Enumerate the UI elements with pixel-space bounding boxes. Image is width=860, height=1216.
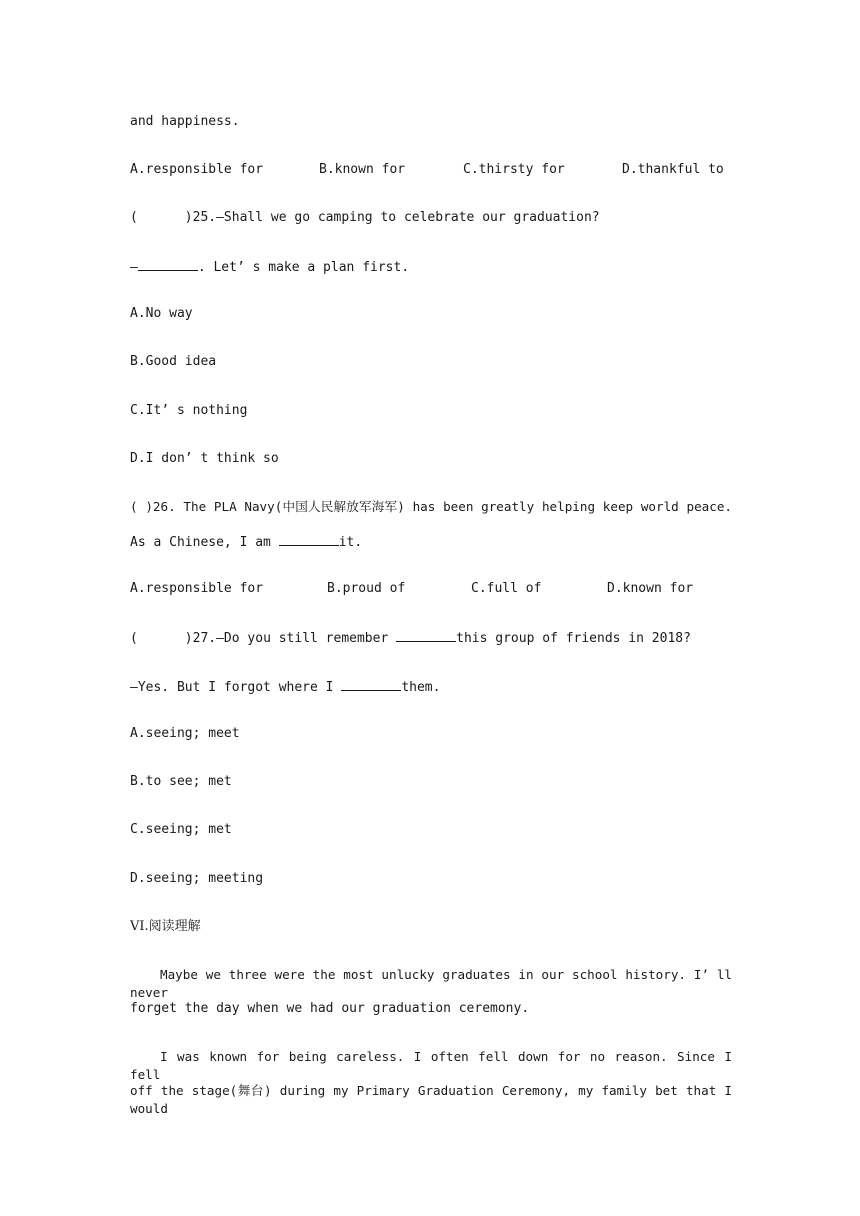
q27-option-b: B.to see; met	[130, 774, 232, 789]
q24-option-a: A.responsible for	[130, 162, 264, 177]
q26-option-a: A.responsible for	[130, 581, 264, 596]
q27-line1-prefix: 27.—Do you still remember	[192, 631, 397, 646]
q25-option-d: D.I don’ t think so	[130, 451, 279, 466]
q27-line1-suffix: this group of friends in 2018?	[456, 631, 691, 646]
passage-p1-line1: Maybe we three were the most unlucky graduates in our school history. I’ ll never	[130, 967, 732, 1000]
q24-option-c: C.thirsty for	[463, 162, 565, 177]
q27-blank-1	[396, 628, 456, 642]
q27-line2-prefix: —Yes. But I forgot where I	[130, 680, 342, 695]
q25-answer-prefix: —	[130, 260, 138, 275]
q27-question-line1	[130, 628, 691, 648]
q26-option-d: D.known for	[607, 581, 694, 596]
q27-option-d: D.seeing; meeting	[130, 871, 264, 886]
q25-option-b: B.Good idea	[130, 354, 217, 369]
q25-option-c: C.It’ s nothing	[130, 403, 248, 418]
q25-question	[130, 209, 600, 227]
q26-paren: ( )	[130, 499, 153, 514]
q25-question-text: 25.—Shall we go camping to celebrate our graduation?	[192, 210, 600, 225]
q25-paren: ( )	[130, 210, 193, 225]
section-heading: VI.阅读理解	[130, 919, 201, 934]
q26-question-line2	[130, 532, 362, 552]
passage-p1-line2: forget the day when we had our graduation ceremony.	[130, 1001, 530, 1016]
q27-blank-2	[341, 677, 401, 691]
q26-line2-prefix: As a Chinese, I am	[130, 535, 279, 550]
q25-answer-line	[130, 257, 409, 277]
passage-p2-line1: I was known for being careless. I often fell down for no reason. Since I fell	[130, 1049, 732, 1082]
q24-option-b: B.known for	[319, 162, 406, 177]
q27-option-a: A.seeing; meet	[130, 726, 240, 741]
q26-line2-suffix: it.	[338, 535, 363, 550]
q25-option-a: A.No way	[130, 306, 193, 321]
q26-question-line1	[130, 498, 732, 516]
q27-paren: ( )	[130, 631, 193, 646]
q26-option-c: C.full of	[471, 581, 542, 596]
q26-option-b: B.proud of	[327, 581, 406, 596]
q24-tail-text: and happiness.	[130, 114, 240, 129]
q26-blank	[279, 532, 339, 546]
q26-line1-text: 26. The PLA Navy(中国人民解放军海军) has been greatly helping keep world peace.	[152, 499, 733, 514]
q25-blank	[138, 257, 198, 271]
q25-answer-suffix: . Let’ s make a plan first.	[197, 260, 410, 275]
passage-p2-line2: off the stage(舞台) during my Primary Graduation Ceremony, my family bet that I would	[130, 1083, 732, 1116]
q24-option-d: D.thankful to	[622, 162, 724, 177]
q27-option-c: C.seeing; met	[130, 822, 232, 837]
q27-question-line2	[130, 677, 440, 697]
q27-line2-suffix: them.	[401, 680, 441, 695]
